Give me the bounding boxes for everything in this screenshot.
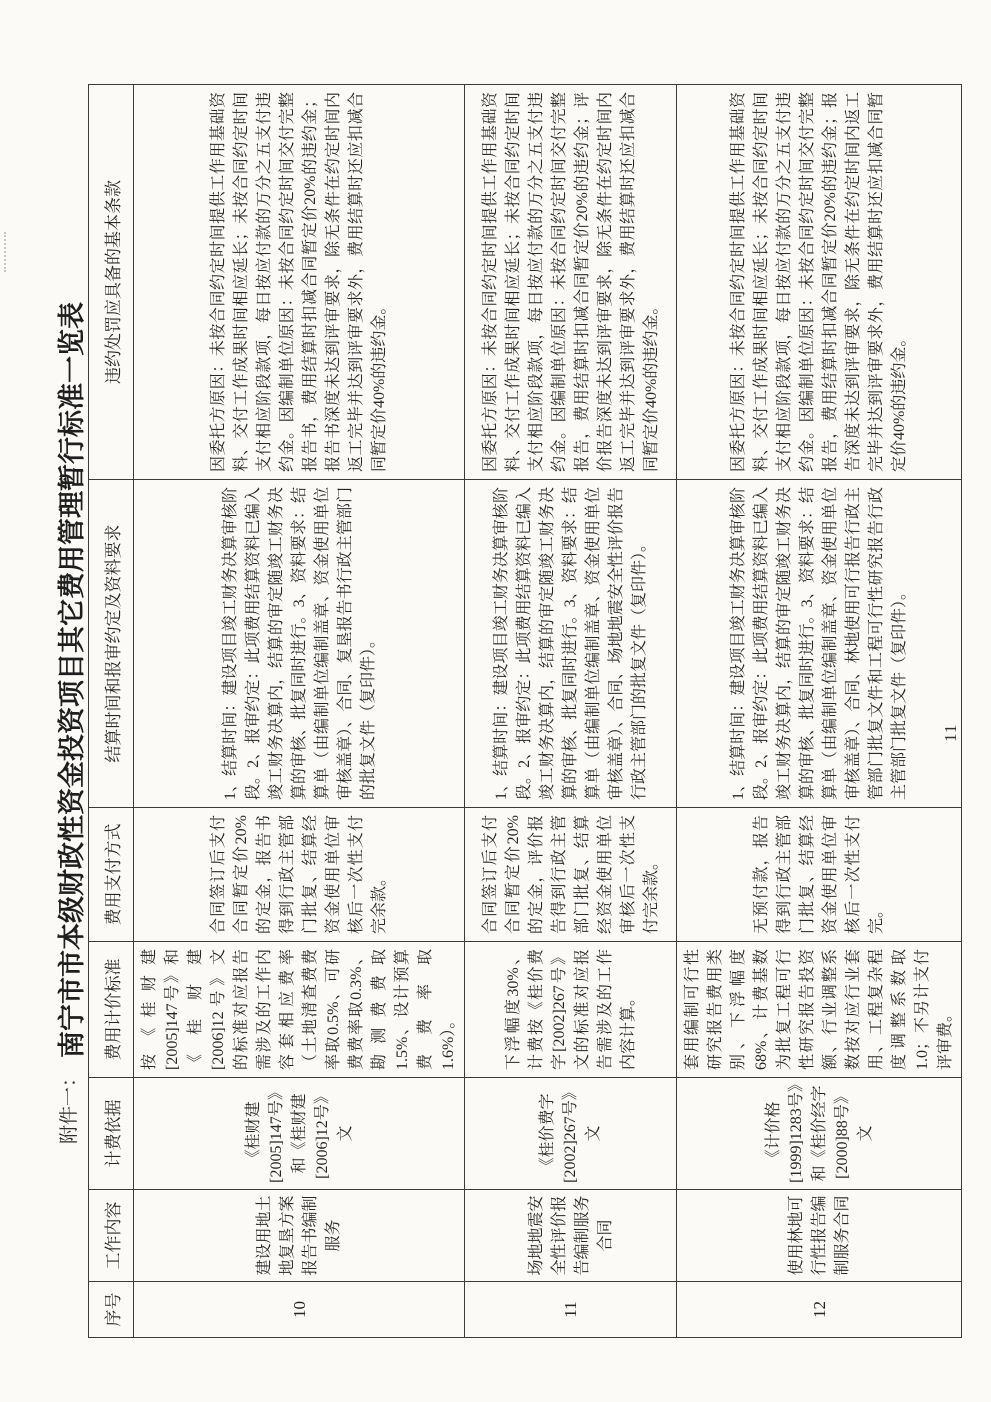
- col-header-penalty-clauses: 违约处罚应具备的基本条款: [89, 85, 134, 480]
- cell-settlement-requirements: 1、结算时间：建设项目竣工财务决算审核阶段。2、报审约定：此项费用结算资料已编入竣工财务决算内，结算的审定随竣工财务决算的审核、批复同时进行。3、资料要求：结算单（由编制单位编制盖章、资金使用单位审核盖章）、合同、场地地震安全性评价报告行政主管部门的批复文件（复印件）。: [465, 480, 677, 808]
- cell-settlement-requirements: 1、结算时间：建设项目竣工财务决算审核阶段。2、报审约定：此项费用结算资料已编入竣工财务决算内，结算的审定随竣工财务决算的审核、批复同时进行。3、资料要求：结算单（由编制单位编制盖章、资金使用单位审核盖章）、合同、林地使用可行报告行政主管部门批复文件和工程可行性研究报告行政主管部门批复文件（复印件）。: [677, 480, 962, 808]
- table-row-10: [134, 85, 465, 1338]
- cell-pricing-standard: 按《桂财建[2005]147号》和《桂财建[2006]12号》文的标准对应报告需涉及的工作内容套相应费率（土地清查费费率取0.5%、可研费费率取0.3%、勘测费费取1.5%、设计预算费费率取1.6%）。: [134, 942, 465, 1078]
- col-header-fee-basis: 计费依据: [89, 1078, 134, 1190]
- cell-pricing-standard: 下浮幅度30%、计费按《桂价费字[2002]267号》文的标准对应报告需涉及的工作内容计算。: [465, 942, 677, 1078]
- scan-artifact: [4, 232, 6, 272]
- cell-penalty-clauses: 因委托方原因：未按合同约定时间提供工作用基础资料、交付工作成果时间相应延长；未按合同约定时间支付相应阶段款项，每日按应付款的万分之五支付违约金。因编制单位原因：未按合同约定时间交付完整报告，费用结算时扣减合同暂定价20%的违约金；报告深度未达到评审要求，除无条件在约定时间内返工完毕并达到评审要求外，费用结算时还应扣减合同暂定价40%的违约金。: [677, 85, 962, 480]
- cell-payment-method: 无预付款，报告得到行政主管部门批复、结算经资金使用单位审核后一次性支付完。: [677, 808, 962, 942]
- fee-standards-table: [88, 84, 962, 1338]
- col-header-settlement-requirements: 结算时间和报审约定及资料要求: [89, 480, 134, 808]
- cell-work-content: 使用林地可行性报告编制服务合同: [677, 1190, 962, 1282]
- cell-fee-basis: 《桂财建[2005]147号》和《桂财建[2006]12号》文: [134, 1078, 465, 1190]
- cell-settlement-requirements: 1、结算时间：建设项目竣工财务决算审核阶段。2、报审约定：此项费用结算资料已编入竣工财务决算内，结算的审定随竣工财务决算的审核、批复同时进行。3、资料要求：结算单（由编制单位编制盖章、资金使用单位审核盖章）、合同、复垦报告书行政主管部门的批复文件（复印件）。: [134, 480, 465, 808]
- attachment-label: 附件一：: [59, 1067, 80, 1144]
- cell-penalty-clauses: 因委托方原因：未按合同约定时间提供工作用基础资料、交付工作成果时间相应延长；未按合同约定时间支付相应阶段款项，每日按应付款的万分之五支付违约金。因编制单位原因：未按合同约定时间交付完整报告书，费用结算时扣减合同暂定价20%的违约金；报告书深度未达到评审要求，除无条件在约定时间内返工完毕并达到评审要求外，费用结算时还应扣减合同暂定价40%的违约金。: [134, 85, 465, 480]
- col-header-serial-no: 序号: [89, 1282, 134, 1338]
- cell-payment-method: 合同签订后支付合同暂定价20%的定金，评价报告得到行政主管部门批复、结算经资金使用单位审核后一次性支付完余款。: [465, 808, 677, 942]
- page-title: 南宁市市本级财政性资金投资项目其它费用管理暂行标准一览表: [57, 301, 87, 1058]
- col-header-payment-method: 费用支付方式: [89, 808, 134, 942]
- cell-serial-no: 10: [134, 1282, 465, 1338]
- header-row: [89, 85, 134, 1338]
- cell-work-content: 建设用地土地复垦方案报告书编制服务: [134, 1190, 465, 1282]
- page-number: 11: [941, 723, 960, 742]
- cell-pricing-standard: 套用编制可行性研究报告费用类别、下浮幅度68%、计费基数为批复工程可行性研究报告投资额、行业调整系数按对应行业套用、工程复杂程度调整系数取1.0；不另计支付评审费。: [677, 942, 962, 1078]
- table-row-11: [465, 85, 677, 1338]
- cell-payment-method: 合同签订后支付合同暂定价20%的定金，报告书得到行政主管部门批复、结算经资金使用单位审核后一次性支付完余款。: [134, 808, 465, 942]
- cell-work-content: 场地地震安全性评价报告编制服务合同: [465, 1190, 677, 1282]
- cell-fee-basis: 《桂价费字[2002]267号》文: [465, 1078, 677, 1190]
- cell-serial-no: 12: [677, 1282, 962, 1338]
- col-header-pricing-standard: 费用计价标准: [89, 942, 134, 1078]
- col-header-work-content: 工作内容: [89, 1190, 134, 1282]
- cell-fee-basis: 《计价格[1999]1283号》和《桂价经字[2000]88号》文: [677, 1078, 962, 1190]
- table-row-12: [677, 85, 962, 1338]
- cell-serial-no: 11: [465, 1282, 677, 1338]
- cell-penalty-clauses: 因委托方原因：未按合同约定时间提供工作用基础资料、交付工作成果时间相应延长；未按合同约定时间支付相应阶段款项，每日按应付款的万分之五支付违约金。因编制单位原因：未按合同约定时间交付完整报告，费用结算时扣减合同暂定价20%的违约金；评价报告深度未达到评审要求，除无条件在约定时间内返工完毕并达到评审要求外，费用结算时还应扣减合同暂定价40%的违约金。: [465, 85, 677, 480]
- document-header: [50, 302, 89, 1144]
